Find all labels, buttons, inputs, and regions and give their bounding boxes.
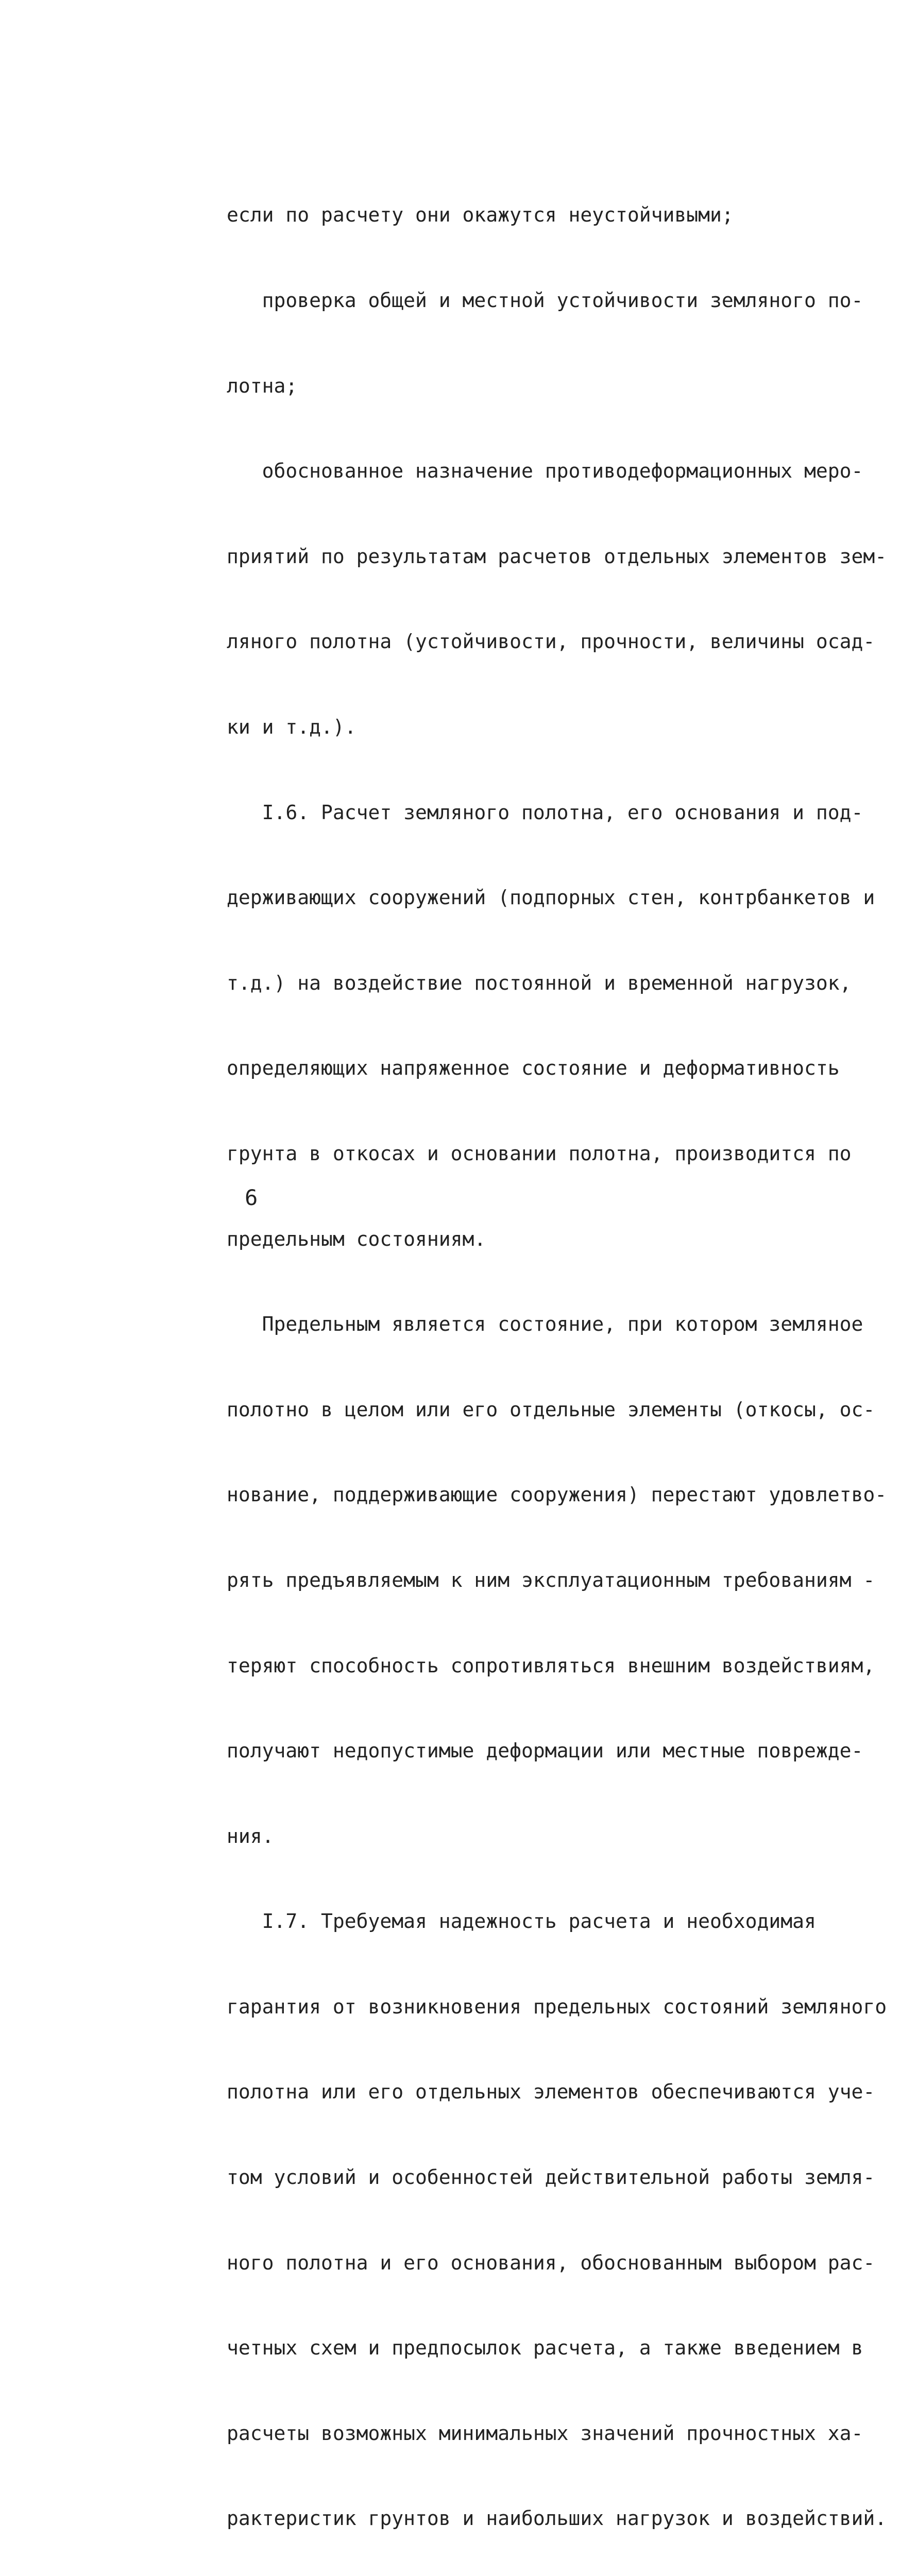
text-line: четных схем и предпосылок расчета, а также введением в — [227, 2336, 863, 2360]
text-line: ного полотна и его основания, обоснованным выбором рас- — [227, 2251, 875, 2274]
text-line: приятий по результатам расчетов отдельных элементов зем- — [227, 545, 887, 568]
text-line: Предельным является состояние, при котором земляное — [227, 1313, 863, 1336]
text-line: теряют способность сопротивляться внешним воздействиям, — [227, 1654, 875, 1677]
text-line: лотна; — [227, 374, 298, 397]
text-line: т.д.) на воздействие постоянной и временной нагрузок, — [227, 971, 852, 994]
text-line: определяющих напряженное состояние и деформативность — [227, 1057, 840, 1080]
text-line: ки и т.д.). — [227, 715, 356, 738]
page-number: 6 — [245, 1185, 258, 1210]
text-line: полотно в целом или его отдельные элементы (откосы, ос- — [227, 1398, 875, 1421]
text-line: рять предъявляемым к ним эксплуатационным требованиям - — [227, 1568, 875, 1591]
body-text — [227, 144, 907, 2576]
text-line: том условий и особенностей действительной работы земля- — [227, 2166, 875, 2189]
text-line: проверка общей и местной устойчивости земляного по- — [227, 289, 863, 312]
text-line: получают недопустимые деформации или местные поврежде- — [227, 1739, 863, 1762]
text-line: расчеты возможных минимальных значений прочностных ха- — [227, 2421, 863, 2445]
text-line: нование, поддерживающие сооружения) перестают удовлетво- — [227, 1483, 887, 1506]
text-line: предельным состояниям. — [227, 1227, 486, 1250]
text-line: I.6. Расчет земляного полотна, его основания и под- — [227, 801, 863, 824]
text-line: обоснованное назначение противодеформационных меро- — [227, 460, 863, 483]
text-line: ляного полотна (устойчивости, прочности, величины осад- — [227, 630, 875, 653]
text-line: рактеристик грунтов и наибольших нагрузок и воздействий. — [227, 2507, 887, 2530]
text-line: если по расчету они окажутся неустойчивыми; — [227, 204, 734, 227]
text-line: держивающих сооружений (подпорных стен, контрбанкетов и — [227, 886, 875, 909]
text-line: ния. — [227, 1824, 274, 1848]
text-line: I.7. Требуемая надежность расчета и необходимая — [227, 1910, 816, 1933]
text-line: гарантия от возникновения предельных состояний земляного — [227, 1995, 887, 2018]
text-line: полотна или его отдельных элементов обеспечиваются уче- — [227, 2080, 875, 2104]
text-line: грунта в откосах и основании полотна, производится по — [227, 1142, 852, 1165]
